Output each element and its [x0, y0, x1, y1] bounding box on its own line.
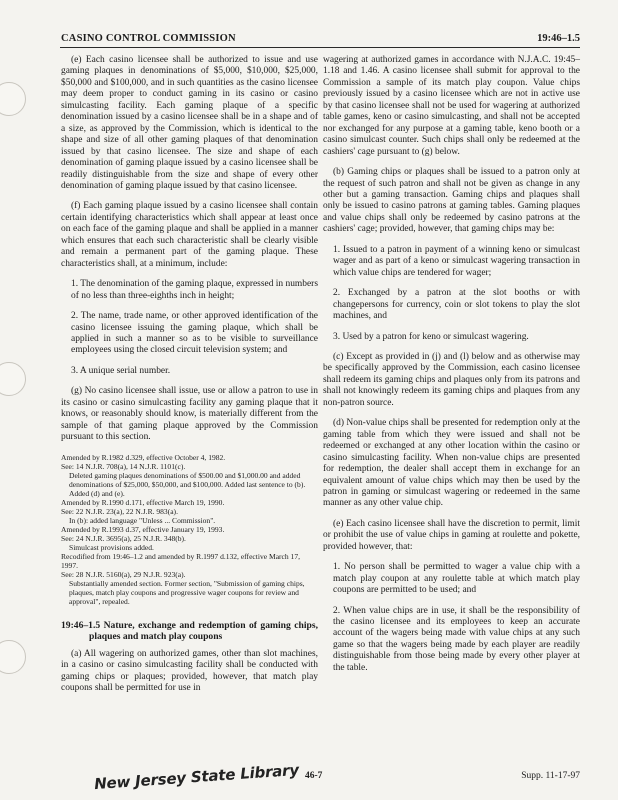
- section-heading: 19:46–1.5 Nature, exchange and redemption of gaming chips, plaques and match play coupons: [61, 619, 318, 643]
- history-note: Deleted gaming plaques denominations of $500.00 and $1,000.00 and added denominations of $25,000, $50,000, and $100,000. Added last sentence to (b). Added (d) and (e).: [69, 470, 306, 498]
- list-item: 1. Issued to a patron in payment of a winning keno or simulcast wager and as part of a keno or simulcast wagering transaction in which value chips are tendered for wager;: [333, 244, 580, 278]
- supplement-date: Supp. 11-17-97: [521, 771, 580, 781]
- paragraph-c: (c) Except as provided in (j) and (l) below and as otherwise may be specifically approved by the Commission, each casino licensee shall redeem its gaming chips and plaques only from its patrons and shall not knowingly redeem its gaming chips and plaques from any non-patron source.: [323, 351, 580, 408]
- running-header-title: CASINO CONTROL COMMISSION: [61, 33, 236, 44]
- list-item: 2. The name, trade name, or other approved identification of the casino licensee issuing the gaming plaque, which shall be applied in such a manner so as to be visible to surveillance employees using the closed circuit television system; and: [71, 311, 318, 356]
- list-item: 1. No person shall be permitted to wager a value chip with a match play coupon at any roulette table at which match play coupons are permitted to be used; and: [333, 562, 580, 596]
- right-column: [323, 55, 580, 683]
- library-stamp: New Jersey State Library: [93, 760, 300, 794]
- header-rule: [60, 47, 580, 48]
- punch-hole: [0, 82, 26, 116]
- list-item: 2. When value chips are in use, it shall be the responsibility of the casino licensee and its employees to keep an accurate account of the wagers being made with value chips at any such game so that the wagers being made by each player are readily distinguishable from those being made by every other player at the table.: [333, 605, 580, 673]
- history-note: Simulcast provisions added.: [69, 542, 154, 552]
- running-header-section: 19:46–1.5: [537, 33, 580, 44]
- list-item: 3. A unique serial number.: [71, 365, 171, 376]
- left-column: [61, 55, 318, 703]
- list-item: 3. Used by a patron for keno or simulcast wagering.: [333, 331, 529, 342]
- history-note: In (b): added language "Unless ... Commission".: [69, 515, 216, 525]
- history-note: See: 14 N.J.R. 708(a), 14 N.J.R. 1101(c).: [61, 461, 186, 471]
- paragraph-a-continued: wagering at authorized games in accordance with N.J.A.C. 19:45–1.18 and 1.46. A casino licensee shall submit for approval to the Commission a sample of its match play coupon. Value chips previously issued by a casino licensee which are not in active use by that casino licensee shall not be used for wagering at authorized table games, keno or casino simulcasting, and shall not be accepted nor exchanged for any purpose at a gaming table, keno booth or a casino simulcast counter. Such chips shall only be redeemed at the cashiers' cage pursuant to (g) below.: [323, 55, 580, 157]
- paragraph-e: (e) Each casino licensee shall be authorized to issue and use gaming plaques in denominations of $5,000, $10,000, $25,000, $50,000 and $100,000, and in such quantities as the casino licensee may deem proper to conduct gaming in its casino or casino simulcasting facility. Each gaming plaque of a specific denomination issued by a casino licensee shall be in a shape and of a size, as approved by the Commission, which is identical to the shape and size of all other gaming plaques of that denomination issued by that casino licensee. The size and shape of each denomination of gaming plaque issued by a casino licensee shall be readily distinguishable from the size and shape of every other denomination of gaming plaque issued by that casino licensee.: [61, 55, 318, 191]
- paragraph-d: (d) Non-value chips shall be presented for redemption only at the gaming table from which they were issued and shall not be redeemed or exchanged at any other location within the casino or casino simulcasting facility. When non-value chips are presented for redemption, the dealer shall accept them in exchange for an equivalent amount of value chips which may then be used by the patron in gaming or simulcast wagering or redeemed in the same manner as any other value chip.: [323, 418, 580, 509]
- punch-hole: [0, 362, 26, 396]
- history-notes: [61, 453, 318, 606]
- list-item: 2. Exchanged by a patron at the slot booths or with changepersons for currency, coin or slot tokens to play the slot machines, and: [333, 288, 580, 322]
- paragraph-a: (a) All wagering on authorized games, other than slot machines, in a casino or casino simulcasting facility shall be conducted with gaming chips or plaques; provided, however, that match play coupons shall be permitted for use in: [61, 648, 318, 693]
- punch-hole: [0, 640, 26, 674]
- paragraph-b: (b) Gaming chips or plaques shall be issued to a patron only at the request of such patron and shall not be given as change in any other but a gaming transaction. Gaming chips and plaques shall only be issued to casino patrons at gaming tables. Gaming plaques and value chips shall only be redeemed by casino patrons at the cashiers' cage; provided, however, that gaming chips may be:: [323, 167, 580, 235]
- history-note: Amended by R.1993 d.37, effective January 19, 1993.: [61, 524, 225, 534]
- paragraph-f: (f) Each gaming plaque issued by a casino licensee shall contain certain identifying characteristics which shall appear at least once on each face of the gaming plaque and shall be applied in a manner which ensures that each such characteristic shall be clearly visible and remain a permanent part of the gaming plaque. These characteristics shall, at a minimum, include:: [61, 201, 318, 269]
- history-note: Substantially amended section. Former section, "Submission of gaming chips, plaques, match play coupons and progressive wager coupons for review and approval", repealed.: [69, 578, 305, 606]
- paragraph-g: (g) No casino licensee shall issue, use or allow a patron to use in its casino or casino simulcasting facility any gaming plaque that it knows, or reasonably should know, is materially different from the sample of that gaming plaque approved by the Commission pursuant to this section.: [61, 386, 318, 443]
- paragraph-e-right: (e) Each casino licensee shall have the discretion to permit, limit or prohibit the use of value chips in gaming at roulette and pokette, provided however, that:: [323, 518, 580, 552]
- list-item: 1. The denomination of the gaming plaque, expressed in numbers of no less than three-eighths inch in height;: [71, 279, 318, 301]
- history-note: Amended by R.1982 d.329, effective October 4, 1982.: [61, 452, 226, 462]
- page-number: 46-7: [305, 771, 323, 781]
- history-note: See: 22 N.J.R. 23(a), 22 N.J.R. 983(a).: [61, 506, 178, 516]
- history-note: See: 28 N.J.R. 5160(a), 29 N.J.R. 923(a).: [61, 569, 186, 579]
- history-note: Amended by R.1990 d.171, effective March 19, 1990.: [61, 497, 225, 507]
- history-note: See: 24 N.J.R. 3695(a), 25 N.J.R. 348(b).: [61, 533, 186, 543]
- history-note: Recodified from 19:46–1.2 and amended by R.1997 d.132, effective March 17, 1997.: [61, 551, 300, 570]
